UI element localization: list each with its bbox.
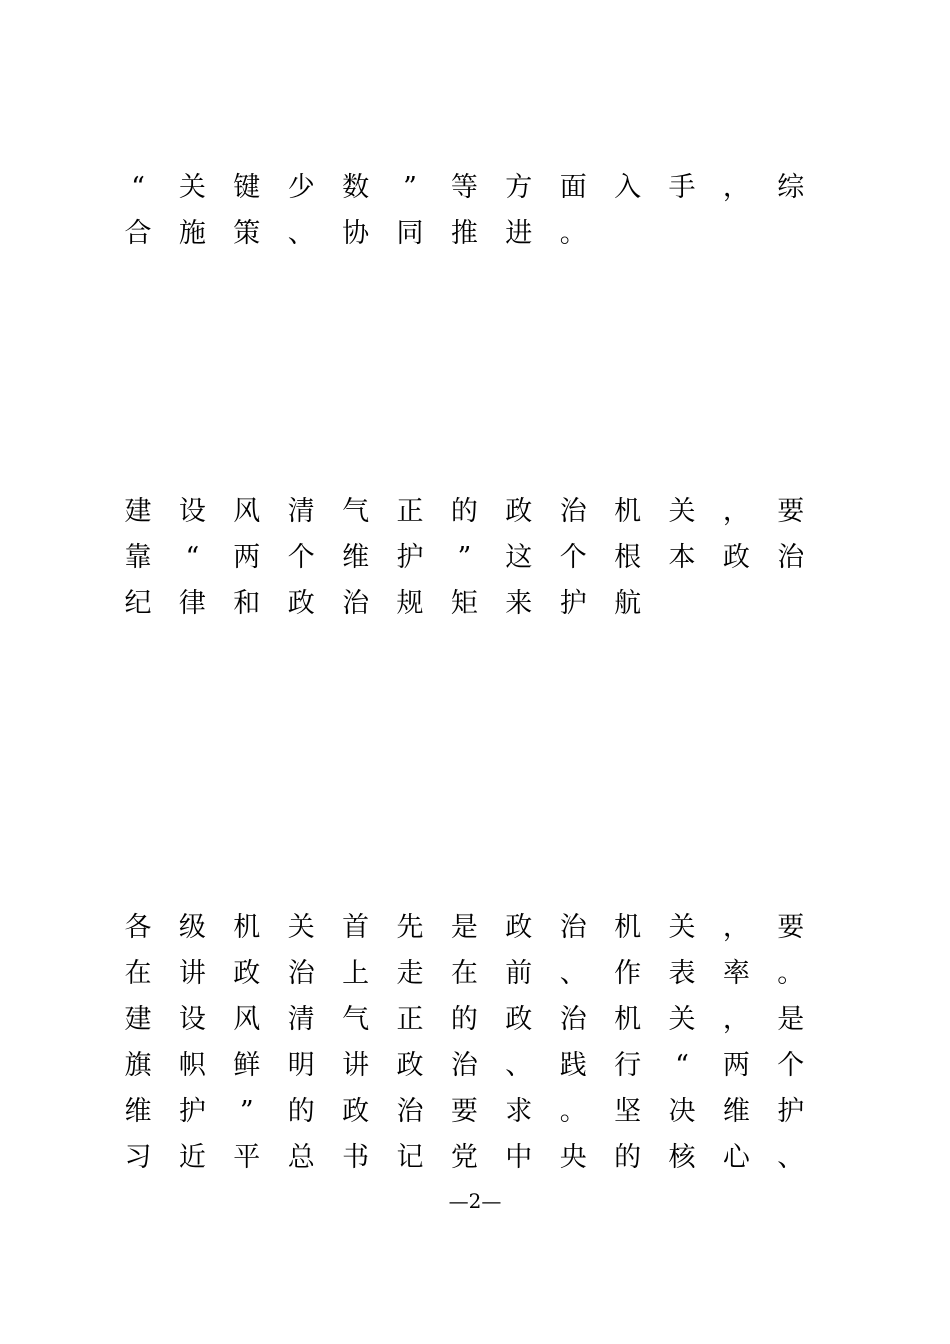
text-char: 清 bbox=[287, 496, 315, 527]
text-char: 推 bbox=[450, 218, 478, 249]
text-line bbox=[0, 168, 950, 208]
text-char: 律 bbox=[178, 588, 206, 619]
text-char: 政 bbox=[287, 588, 315, 619]
text-char: 明 bbox=[287, 1050, 315, 1081]
text-char: 政 bbox=[342, 1096, 370, 1127]
text-char: 的 bbox=[287, 1096, 315, 1127]
text-char: 治 bbox=[396, 1096, 424, 1127]
text-char: 来 bbox=[505, 588, 533, 619]
text-char: 治 bbox=[559, 1004, 587, 1035]
text-char: 风 bbox=[233, 496, 261, 527]
text-char: 上 bbox=[342, 958, 370, 989]
text-line bbox=[0, 954, 950, 994]
text-char: 进 bbox=[505, 218, 533, 249]
text-char: 正 bbox=[396, 496, 424, 527]
text-char: 同 bbox=[396, 218, 424, 249]
text-char: 记 bbox=[396, 1142, 424, 1173]
text-char: 、 bbox=[505, 1050, 533, 1081]
text-char: 维 bbox=[342, 542, 370, 573]
text-char: 前 bbox=[505, 958, 533, 989]
text-char: ” bbox=[403, 172, 417, 203]
text-char: 机 bbox=[233, 912, 261, 943]
text-char: 政 bbox=[722, 542, 750, 573]
text-char: 治 bbox=[559, 496, 587, 527]
text-char: 治 bbox=[450, 1050, 478, 1081]
text-char: 政 bbox=[233, 958, 261, 989]
text-char: ” bbox=[239, 1096, 254, 1127]
text-char: 关 bbox=[668, 912, 696, 943]
text-char: 习 bbox=[124, 1142, 152, 1173]
text-char: 党 bbox=[450, 1142, 478, 1173]
text-char: 键 bbox=[233, 172, 261, 203]
text-char: 矩 bbox=[450, 588, 478, 619]
text-char: 关 bbox=[668, 496, 696, 527]
text-char: 、 bbox=[287, 218, 315, 249]
text-char: 护 bbox=[559, 588, 587, 619]
text-char: 治 bbox=[777, 542, 805, 573]
text-char: 行 bbox=[614, 1050, 642, 1081]
text-char: 。 bbox=[777, 958, 805, 989]
text-line bbox=[0, 1000, 950, 1040]
text-line bbox=[0, 1046, 950, 1086]
text-char: 鲜 bbox=[233, 1050, 261, 1081]
text-line bbox=[0, 1092, 950, 1132]
text-char: 风 bbox=[233, 1004, 261, 1035]
text-char: “ bbox=[675, 1050, 689, 1081]
text-char: 表 bbox=[668, 958, 696, 989]
text-char: 手 bbox=[668, 172, 696, 203]
text-char: 入 bbox=[614, 172, 642, 203]
text-char: 中 bbox=[505, 1142, 533, 1173]
text-line bbox=[0, 1138, 950, 1178]
text-char: 面 bbox=[559, 172, 587, 203]
text-char: 心 bbox=[722, 1142, 750, 1173]
text-char: 设 bbox=[178, 1004, 206, 1035]
text-char: 维 bbox=[722, 1096, 750, 1127]
text-char: 旗 bbox=[124, 1050, 152, 1081]
text-char: 方 bbox=[505, 172, 533, 203]
text-char: 治 bbox=[559, 912, 587, 943]
text-line bbox=[0, 584, 950, 624]
text-char: 关 bbox=[178, 172, 206, 203]
text-char: 正 bbox=[396, 1004, 424, 1035]
text-char: 是 bbox=[450, 912, 478, 943]
text-char: 央 bbox=[559, 1142, 587, 1173]
text-char: 关 bbox=[668, 1004, 696, 1035]
text-char: 、 bbox=[777, 1142, 805, 1173]
text-char: ， bbox=[722, 496, 750, 527]
text-char: 这 bbox=[505, 542, 533, 573]
text-char: 协 bbox=[342, 218, 370, 249]
text-line bbox=[0, 214, 950, 254]
text-char: 政 bbox=[396, 1050, 424, 1081]
page-number: —2— bbox=[448, 1189, 502, 1213]
text-char: 要 bbox=[450, 1096, 478, 1127]
text-char: 要 bbox=[777, 912, 805, 943]
text-char: 核 bbox=[668, 1142, 696, 1173]
text-char: “ bbox=[131, 172, 145, 203]
text-char: 坚 bbox=[614, 1096, 642, 1127]
text-line bbox=[0, 538, 950, 578]
text-char: 关 bbox=[287, 912, 315, 943]
text-char: ” bbox=[457, 542, 472, 573]
text-char: 少 bbox=[287, 172, 315, 203]
text-char: 总 bbox=[287, 1142, 315, 1173]
text-char: 维 bbox=[124, 1096, 152, 1127]
text-char: 决 bbox=[668, 1096, 696, 1127]
text-char: 本 bbox=[668, 542, 696, 573]
text-char: 。 bbox=[559, 218, 587, 249]
text-char: 率 bbox=[722, 958, 750, 989]
text-char: 护 bbox=[777, 1096, 805, 1127]
text-char: 作 bbox=[614, 958, 642, 989]
text-char: ， bbox=[722, 1004, 750, 1035]
text-char: 和 bbox=[233, 588, 261, 619]
text-char: 个 bbox=[559, 542, 587, 573]
text-char: 个 bbox=[287, 542, 315, 573]
text-char: 平 bbox=[233, 1142, 261, 1173]
text-char: 在 bbox=[124, 958, 152, 989]
text-char: 治 bbox=[287, 958, 315, 989]
text-char: 个 bbox=[777, 1050, 805, 1081]
text-char: 护 bbox=[396, 542, 424, 573]
text-char: 两 bbox=[233, 542, 261, 573]
text-char: 规 bbox=[396, 588, 424, 619]
text-char: 先 bbox=[396, 912, 424, 943]
text-char: 护 bbox=[178, 1096, 206, 1127]
text-char: 政 bbox=[505, 1004, 533, 1035]
text-char: ， bbox=[722, 172, 750, 203]
text-char: 建 bbox=[124, 496, 152, 527]
text-char: 求 bbox=[505, 1096, 533, 1127]
text-char: 是 bbox=[777, 1004, 805, 1035]
text-char: 合 bbox=[124, 218, 152, 249]
text-char: 机 bbox=[614, 912, 642, 943]
text-char: 在 bbox=[450, 958, 478, 989]
text-char: 数 bbox=[342, 172, 370, 203]
text-char: 的 bbox=[450, 1004, 478, 1035]
text-char: 气 bbox=[342, 1004, 370, 1035]
text-char: 级 bbox=[178, 912, 206, 943]
text-char: 的 bbox=[450, 496, 478, 527]
text-char: 建 bbox=[124, 1004, 152, 1035]
text-char: 的 bbox=[614, 1142, 642, 1173]
text-char: 策 bbox=[233, 218, 261, 249]
text-char: 气 bbox=[342, 496, 370, 527]
text-char: 各 bbox=[124, 912, 152, 943]
text-char: “ bbox=[185, 542, 200, 573]
text-char: 首 bbox=[342, 912, 370, 943]
text-char: 综 bbox=[777, 172, 805, 203]
text-char: 、 bbox=[559, 958, 587, 989]
text-char: 机 bbox=[614, 496, 642, 527]
text-char: 讲 bbox=[178, 958, 206, 989]
text-char: 近 bbox=[178, 1142, 206, 1173]
text-char: 政 bbox=[505, 496, 533, 527]
text-line bbox=[0, 492, 950, 532]
text-char: 帜 bbox=[178, 1050, 206, 1081]
text-char: 讲 bbox=[342, 1050, 370, 1081]
text-char: 两 bbox=[722, 1050, 750, 1081]
text-char: 纪 bbox=[124, 588, 152, 619]
text-char: 设 bbox=[178, 496, 206, 527]
text-char: 要 bbox=[777, 496, 805, 527]
text-char: 等 bbox=[450, 172, 478, 203]
text-char: 。 bbox=[559, 1096, 587, 1127]
text-char: 践 bbox=[559, 1050, 587, 1081]
text-char: 根 bbox=[614, 542, 642, 573]
text-char: 书 bbox=[342, 1142, 370, 1173]
text-char: 施 bbox=[178, 218, 206, 249]
text-char: 清 bbox=[287, 1004, 315, 1035]
text-line bbox=[0, 908, 950, 948]
text-char: 政 bbox=[505, 912, 533, 943]
text-char: 靠 bbox=[124, 542, 152, 573]
text-char: 治 bbox=[342, 588, 370, 619]
text-char: 航 bbox=[614, 588, 642, 619]
text-char: 机 bbox=[614, 1004, 642, 1035]
text-char: 走 bbox=[396, 958, 424, 989]
text-char: ， bbox=[722, 912, 750, 943]
